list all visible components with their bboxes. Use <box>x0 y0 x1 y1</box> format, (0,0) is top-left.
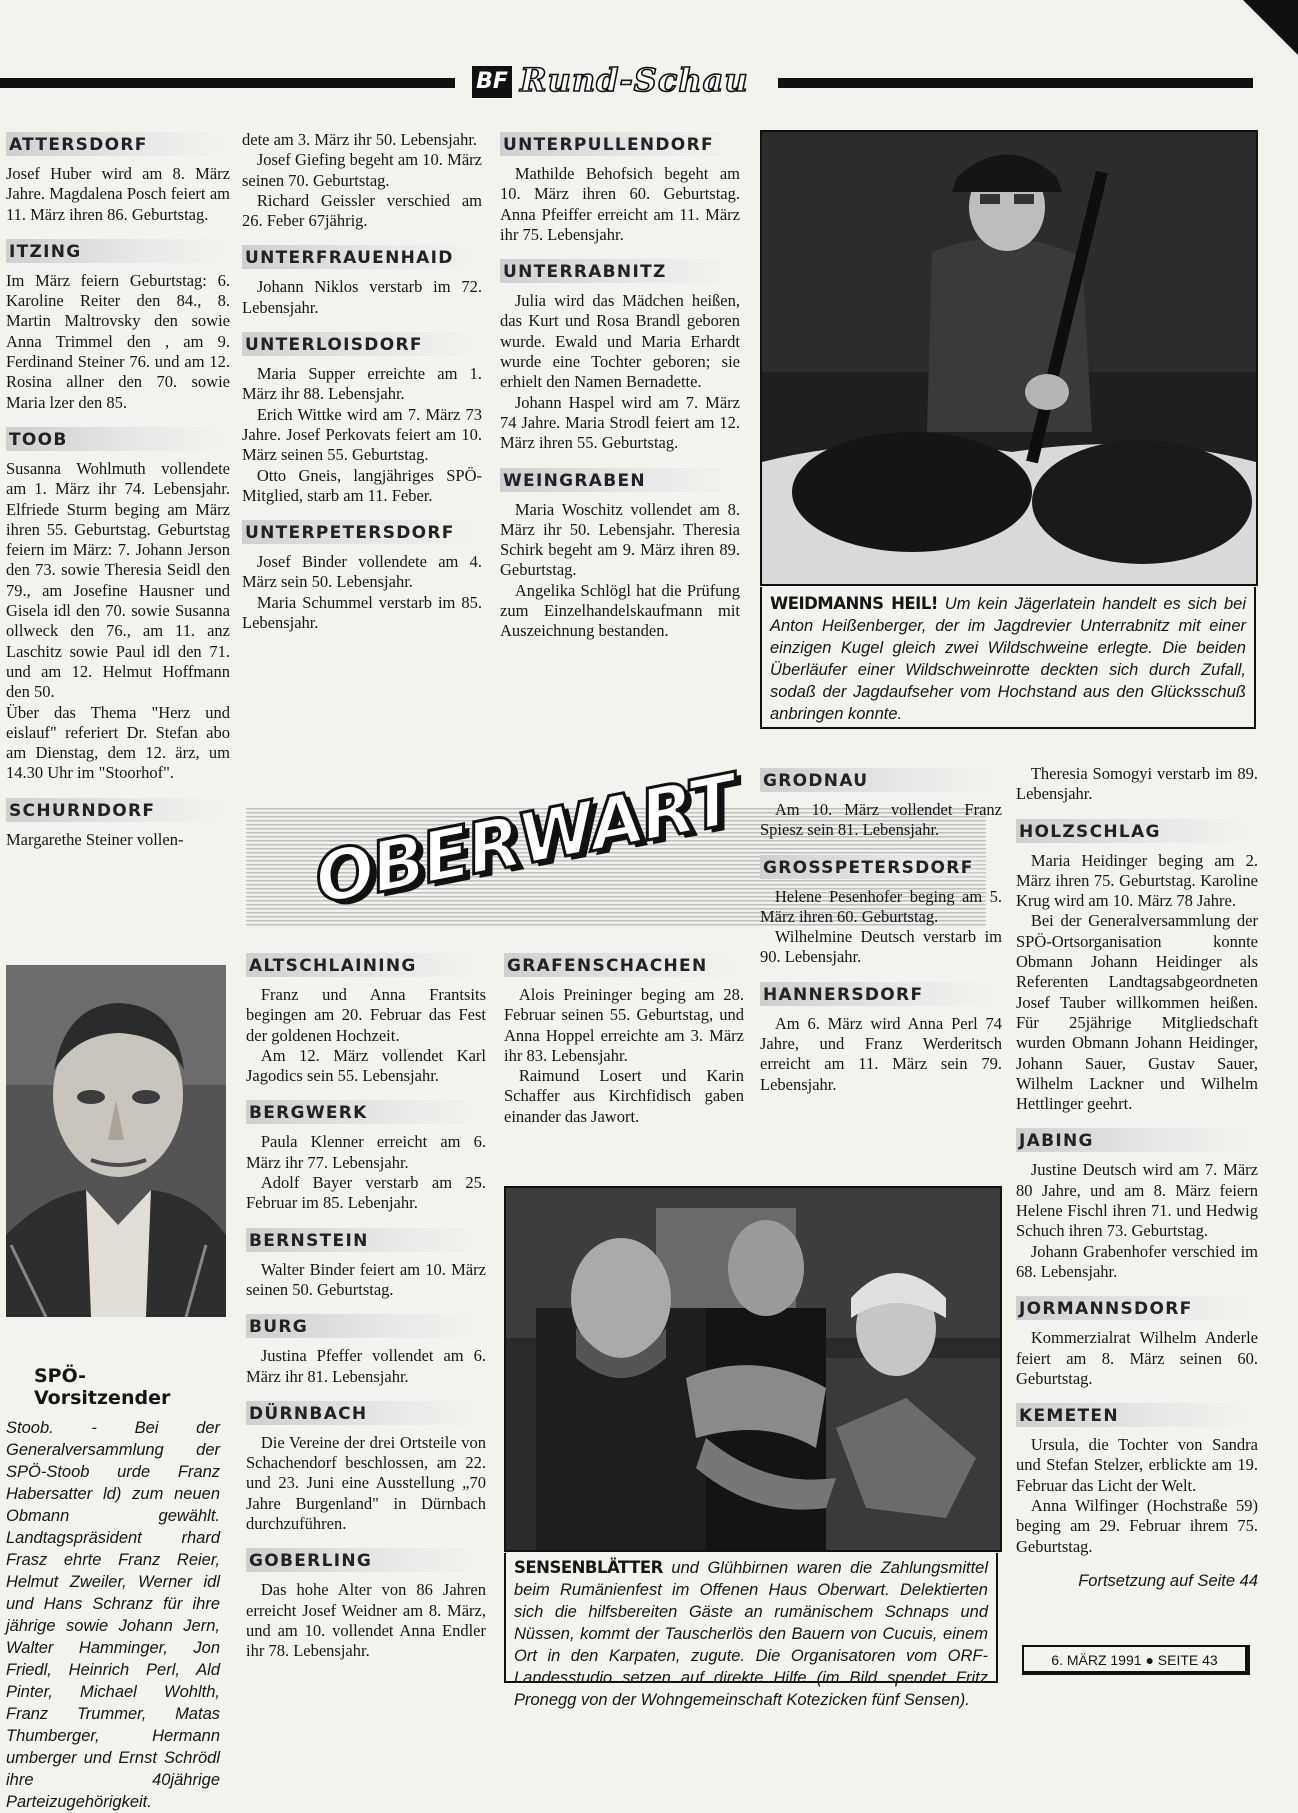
section-heading: SCHURNDORF <box>6 798 230 822</box>
section-heading: UNTERRABNITZ <box>500 259 740 283</box>
article-text: Maria Supper erreichte am 1. März ihr 88. Lebensjahr. <box>242 364 482 404</box>
article-text: Julia wird das Mädchen heißen, das Kurt und Rosa Brandl geboren wurde. Ewald und Maria Erhardt wurde eine Tochter geboren; sie erhielt den Namen Bernadette. <box>500 291 740 392</box>
section-heading: ALTSCHLAINING <box>246 953 486 977</box>
portrait-caption-title: SPÖ-Vorsitzender <box>34 1365 171 1409</box>
article-text: Maria Heidinger beging am 2. März ihren 75. Geburtstag. Karoline Krug wird am 10. März 78 Jahre. <box>1016 850 1258 911</box>
column-3 <box>500 132 740 642</box>
article-text: Paula Klenner erreicht am 6. März ihr 77. Lebensjahr. <box>246 1132 486 1172</box>
article-text: Am 6. März wird Anna Perl 74 Jahre, und Franz Werderitsch erreicht am 11. März sein 79. Lebensjahr. <box>760 1013 1002 1094</box>
portrait-caption-text: Stoob. - Bei der Generalversammlung der SPÖ-Stoob urde Franz Habersatter ld) zum neuen Obmann gewählt. Landtagspräsident rhard Frasz ehrte Franz Reier, Helmut Zweiler, Werner idl und Hans Schranz für ihre jährige sowie Johann Jern, Walter Hamminger, Jon Friedl, Heinrich Perl, Ald Pinter, Michael Wohlth, Franz Trummer, Matas Thumberger, Hermann umberger und Ernst Schrödl ihre 40jährige Parteizugehörigkeit. <box>6 1419 220 1811</box>
column-2 <box>242 130 482 633</box>
article-text: Theresia Somogyi verstarb im 89. Lebensjahr. <box>1016 764 1258 804</box>
article-text: dete am 3. März ihr 50. Lebensjahr. <box>242 130 478 149</box>
article-text: Das hohe Alter von 86 Jahren erreicht Josef Weidner am 8. März, und am 10. vollendet Anna Endler ihr 78. Lebensjahr. <box>246 1580 486 1661</box>
footer-bullet: ● <box>1145 1652 1154 1668</box>
section-heading: JABING <box>1016 1128 1258 1152</box>
section-heading: JORMANNSDORF <box>1016 1296 1258 1320</box>
header-rule-left <box>0 78 455 88</box>
article-text: Susanna Wohlmuth vollendete am 1. März ihr 74. Lebensjahr. Elfriede Sturm beging am März ihren 55. Geburtstag. Geburtstag feiern im März: 7. Johann Jerson den 73. sowie Theresia Seidl den 79., am Josefine Hausner und Gisela idl den 70. sowie Susanna ollweck den 76., am 11. anz Laschitz sowie Paul idl den 71. und am 12. Helmut Hoffmann den 50. <box>6 458 230 702</box>
portrait-image <box>6 965 226 1317</box>
article-text: Raimund Losert und Karin Schaffer aus Kirchfidisch gaben einander das Jawort. <box>504 1066 744 1126</box>
article-text: Anna Wilfinger (Hochstraße 59) beging am 29. Februar ihrem 75. Geburtstag. <box>1016 1496 1258 1556</box>
article-text: Die Vereine der drei Ortsteile von Schachendorf beschlossen, am 22. und 23. Juni eine Ausstellung „70 Jahre Burgenland" in Dürnbach durchzuführen. <box>246 1432 486 1534</box>
article-text: Bei der Generalversammlung der SPÖ-Ortsorganisation konnte Obmann Johann Heidinger als Referenten Landtagsabgeordneten Josef Tauber willkommen heißen. Für 25jährige Mitgliedschaft wurden Obmann Johann Heidinger, Johann Sauer, Gustav Sauer, Wilhelm Lackner und Wilhelm Hettlinger geehrt. <box>1016 911 1258 1114</box>
oberwart-column-4 <box>1016 764 1258 1591</box>
article-text: Am 10. März vollendet Franz Spiesz sein 81. Lebensjahr. <box>760 800 1002 840</box>
page-corner <box>1243 0 1298 55</box>
article-text: Mathilde Behofsich begeht am 10. März ihren 60. Geburtstag. Anna Pfeiffer erreicht am 11. März ihr 75. Lebensjahr. <box>500 164 740 244</box>
portrait-caption <box>6 1365 220 1813</box>
group-photo <box>504 1186 1002 1552</box>
article-text: Kommerzialrat Wilhelm Anderle feiert am 8. März seinen 60. Geburtstag. <box>1016 1328 1258 1388</box>
section-heading: HANNERSDORF <box>760 982 1002 1006</box>
oberwart-column-2 <box>504 953 744 1127</box>
oberwart-column-1 <box>246 953 486 1662</box>
article-text: Angelika Schlögl hat die Prüfung zum Einzelhandelskaufmann mit Auszeichnung bestanden. <box>500 580 740 641</box>
article-text: Johann Grabenhofer verschied im 68. Lebensjahr. <box>1016 1241 1258 1281</box>
group-caption-text: und Glühbirnen waren die Zahlungsmittel beim Rumänienfest im Offenen Haus Oberwart. Delektierten sich die hilfsbereiten Gäste an rumänischem Schnaps und Nüssen, kommt der Tauscherlös den Bauern von Cucuis, einem Ort in den Karpaten, zugute. Die Organisatoren vom ORF-Landesstudio setzen auf direkte Hilfe (im Bild spendet Fritz Pronegg von der Wohngemeinschaft Kotezicken fünf Sensen). <box>514 1559 988 1709</box>
hunter-image <box>762 132 1256 584</box>
section-heading: UNTERPULLENDORF <box>500 132 740 156</box>
article-text: Justine Deutsch wird am 7. März 80 Jahre, und am 8. März feiern Helene Fischl ihren 71. und Hedwig Schuch ihren 73. Geburtstag. <box>1016 1160 1258 1241</box>
section-heading: UNTERPETERSDORF <box>242 520 482 544</box>
article-text: Adolf Bayer verstarb am 25. Februar im 85. Lebenjahr. <box>246 1173 486 1213</box>
article-text: Helene Pesenhofer beging am 5. März ihren 60. Geburtstag. <box>760 886 1002 926</box>
portrait-photo <box>6 965 226 1317</box>
article-text: Maria Woschitz vollendet am 8. März ihr 50. Lebensjahr. Theresia Schirk begeht am 9. März ihren 89. Geburtstag. <box>500 499 740 580</box>
section-heading: HOLZSCHLAG <box>1016 819 1258 843</box>
section-heading: GOBERLING <box>246 1548 486 1572</box>
page-footer <box>1022 1645 1250 1675</box>
article-text: Alois Preininger beging am 28. Februar seinen 55. Geburtstag, und Anna Hoppel erreichte am 3. März ihr 83. Lebensjahr. <box>504 985 744 1065</box>
section-heading: TOOB <box>6 427 230 451</box>
article-text: Ursula, die Tochter von Sandra und Stefan Stelzer, erblickte am 19. Februar das Licht der Welt. <box>1016 1435 1258 1495</box>
article-text: Maria Schummel verstarb im 85. Lebensjahr. <box>242 592 482 633</box>
article-text: Erich Wittke wird am 7. März 73 Jahre. Josef Perkovats feiert am 10. März seinen 55. Geburtstag. <box>242 404 482 465</box>
section-heading: UNTERLOISDORF <box>242 332 482 356</box>
article-text: Richard Geissler verschied am 26. Feber 67jährig. <box>242 190 482 231</box>
hunter-caption <box>760 587 1256 729</box>
oberwart-banner: OBERWART <box>308 758 742 921</box>
article-text: Justina Pfeffer vollendet am 6. März ihr 81. Lebensjahr. <box>246 1346 486 1386</box>
article-text: Johann Haspel wird am 7. März 74 Jahre. Maria Strodl feiert am 12. März ihren 55. Geburtstag. <box>500 392 740 453</box>
article-text: Josef Giefing begeht am 10. März seinen 70. Geburtstag. <box>242 150 482 190</box>
article-text: Otto Gneis, langjähriges SPÖ-Mitglied, starb am 11. Feber. <box>242 465 482 505</box>
article-text: Johann Niklos verstarb im 72. Lebensjahr. <box>242 277 482 317</box>
article-text: Im März feiern Geburtstag: 6. Karoline Reiter den 84., 8. Martin Maltrovsky den sowie Anna Trimmel den , am 9. Ferdinand Steiner 76. und am 12. Rosina allner den 70. sowie Maria lzer den 85. <box>6 270 230 412</box>
group-caption-title: SENSENBLÄTTER <box>514 1558 663 1577</box>
group-image <box>506 1188 1000 1550</box>
article-text: Walter Binder feiert am 10. März seinen 50. Geburtstag. <box>246 1259 486 1299</box>
article-text: Am 12. März vollendet Karl Jagodics sein 55. Lebensjahr. <box>246 1045 486 1086</box>
section-heading: WEINGRABEN <box>500 468 740 492</box>
header-rule-right <box>778 78 1253 88</box>
hunter-photo <box>760 130 1258 586</box>
hunter-caption-title: WEIDMANNS HEIL! <box>770 594 938 613</box>
continued-note: Fortsetzung auf Seite 44 <box>1078 1571 1258 1590</box>
header-title: Rund-Schau <box>520 61 749 99</box>
article-text: Josef Binder vollendete am 4. März sein 50. Lebensjahr. <box>242 552 482 592</box>
section-heading: DÜRNBACH <box>246 1401 486 1425</box>
article-text: Josef Huber wird am 8. März Jahre. Magdalena Posch feiert am 11. März ihren 86. Geburtstag. <box>6 164 230 224</box>
section-heading: GRAFENSCHACHEN <box>504 953 744 977</box>
section-heading: BERNSTEIN <box>246 1228 486 1252</box>
article-text: Margarethe Steiner vollen- <box>6 829 184 849</box>
oberwart-column-3 <box>760 768 1002 1095</box>
section-heading: UNTERFRAUENHAID <box>242 245 482 269</box>
hunter-caption-text: Um kein Jägerlatein handelt es sich bei Anton Heißenberger, der im Jagdrevier Unterrabnitz mit einer einzigen Kugel gleich zwei Wildschweine erlegte. Die beiden Überläufer einer Wildschweinrotte deckten sich durch Zufall, sodaß der Jagdaufseher vom Hochstand aus den Glücksschuß anbringen konnte. <box>770 595 1246 723</box>
article-text: Wilhelmine Deutsch verstarb im 90. Lebensjahr. <box>760 927 1002 967</box>
header-logo: BF <box>472 66 512 98</box>
article-text: Über das Thema "Herz und eislauf" referiert Dr. Stefan abo am Dienstag, dem 12. ärz, um 14.30 Uhr im "Stoorhof". <box>6 702 230 783</box>
section-heading: BURG <box>246 1314 486 1338</box>
article-text: Franz und Anna Frantsits begingen am 20. Februar das Fest der goldenen Hochzeit. <box>246 985 486 1045</box>
column-1 <box>6 132 230 850</box>
footer-page: SEITE 43 <box>1157 1652 1218 1668</box>
group-caption <box>504 1553 998 1709</box>
section-heading: BERGWERK <box>246 1100 486 1124</box>
section-heading: ATTERSDORF <box>6 132 230 156</box>
section-heading: ITZING <box>6 239 230 263</box>
footer-date: 6. MÄRZ 1991 <box>1051 1652 1142 1668</box>
section-heading: KEMETEN <box>1016 1403 1258 1427</box>
section-heading: GROSSPETERSDORF <box>760 855 1002 879</box>
section-heading: GRODNAU <box>760 768 1002 792</box>
